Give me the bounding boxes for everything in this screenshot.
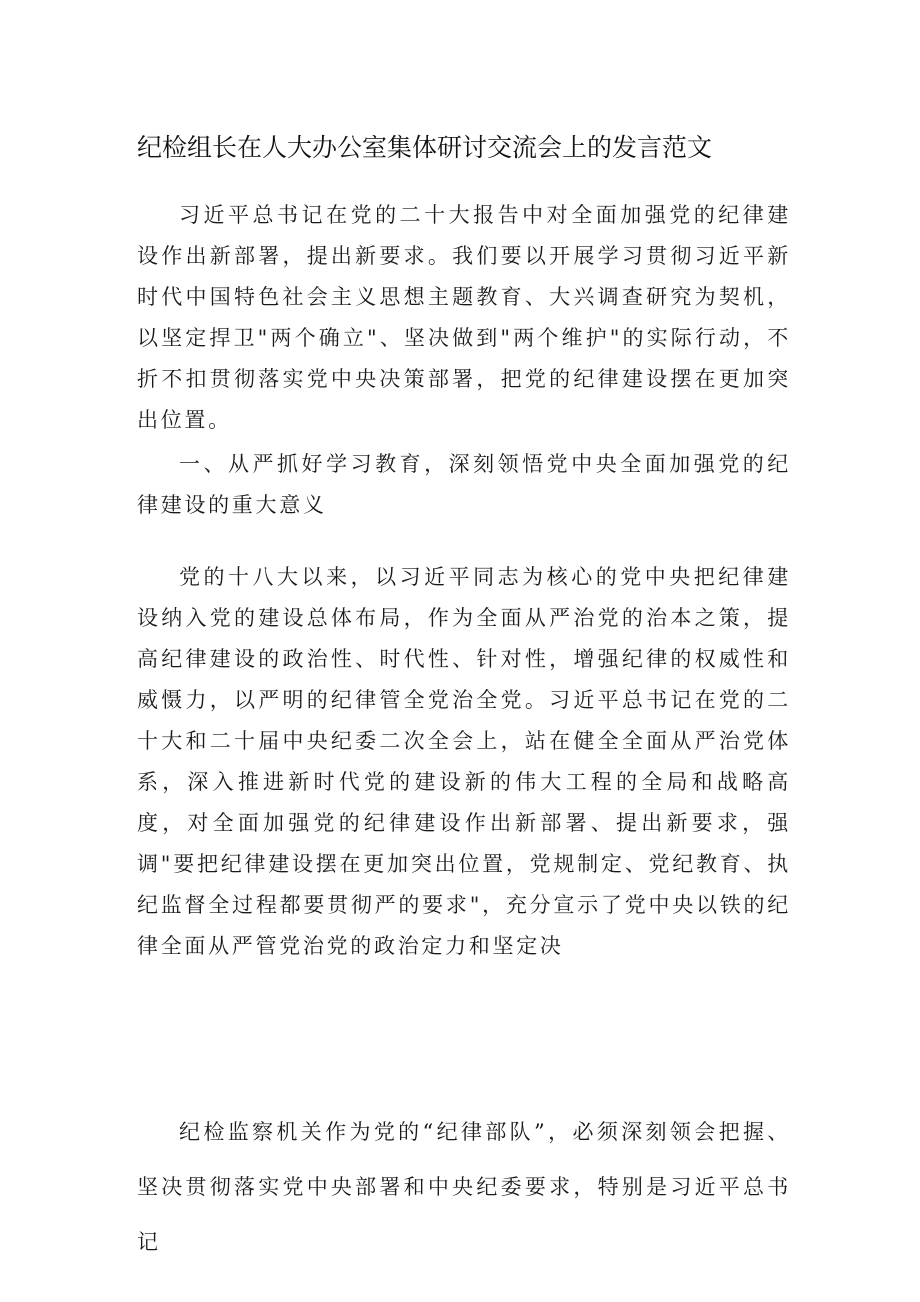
document-title: 纪检组长在人大办公室集体研讨交流会上的发言范文 bbox=[137, 133, 713, 162]
section-heading-1: 一、从严抓好学习教育，深刻领悟党中央全面加强党的纪律建设的重大意义 bbox=[137, 452, 791, 517]
body-paragraph-1: 党的十八大以来，以习近平同志为核心的党中央把纪律建设纳入党的建设总体布局，作为全面从严治党的治本之策，提高纪律建设的政治性、时代性、针对性，增强纪律的权威性和威慑力，以严明的纪律管全党治全党。习近平总书记在党的二十大和二十届中央纪委二次全会上，站在健全全面从严治党体系，深入推进新时代党的建设新的伟大工程的全局和战略高度，对全面加强党的纪律建设作出新部署、提出新要求，强调"要把纪律建设摆在更加突出位置，党规制定、党纪教育、执纪监督全过程都要贯彻严的要求"，充分宣示了党中央以铁的纪律全面从严管党治党的政治定力和坚定决 bbox=[137, 565, 791, 958]
body-paragraph-2: 纪检监察机关作为党的“纪律部队”，必须深刻领会把握、坚决贯彻落实党中央部署和中央纪委要求，特别是习近平总书记 bbox=[137, 1120, 791, 1254]
intro-paragraph: 习近平总书记在党的二十大报告中对全面加强党的纪律建设作出新部署，提出新要求。我们要以开展学习贯彻习近平新时代中国特色社会主义思想主题教育、大兴调查研究为契机，以坚定捍卫"两个确立"、坚决做到"两个维护"的实际行动，不折不扣贯彻落实党中央决策部署，把党的纪律建设摆在更加突出位置。 bbox=[137, 203, 791, 432]
